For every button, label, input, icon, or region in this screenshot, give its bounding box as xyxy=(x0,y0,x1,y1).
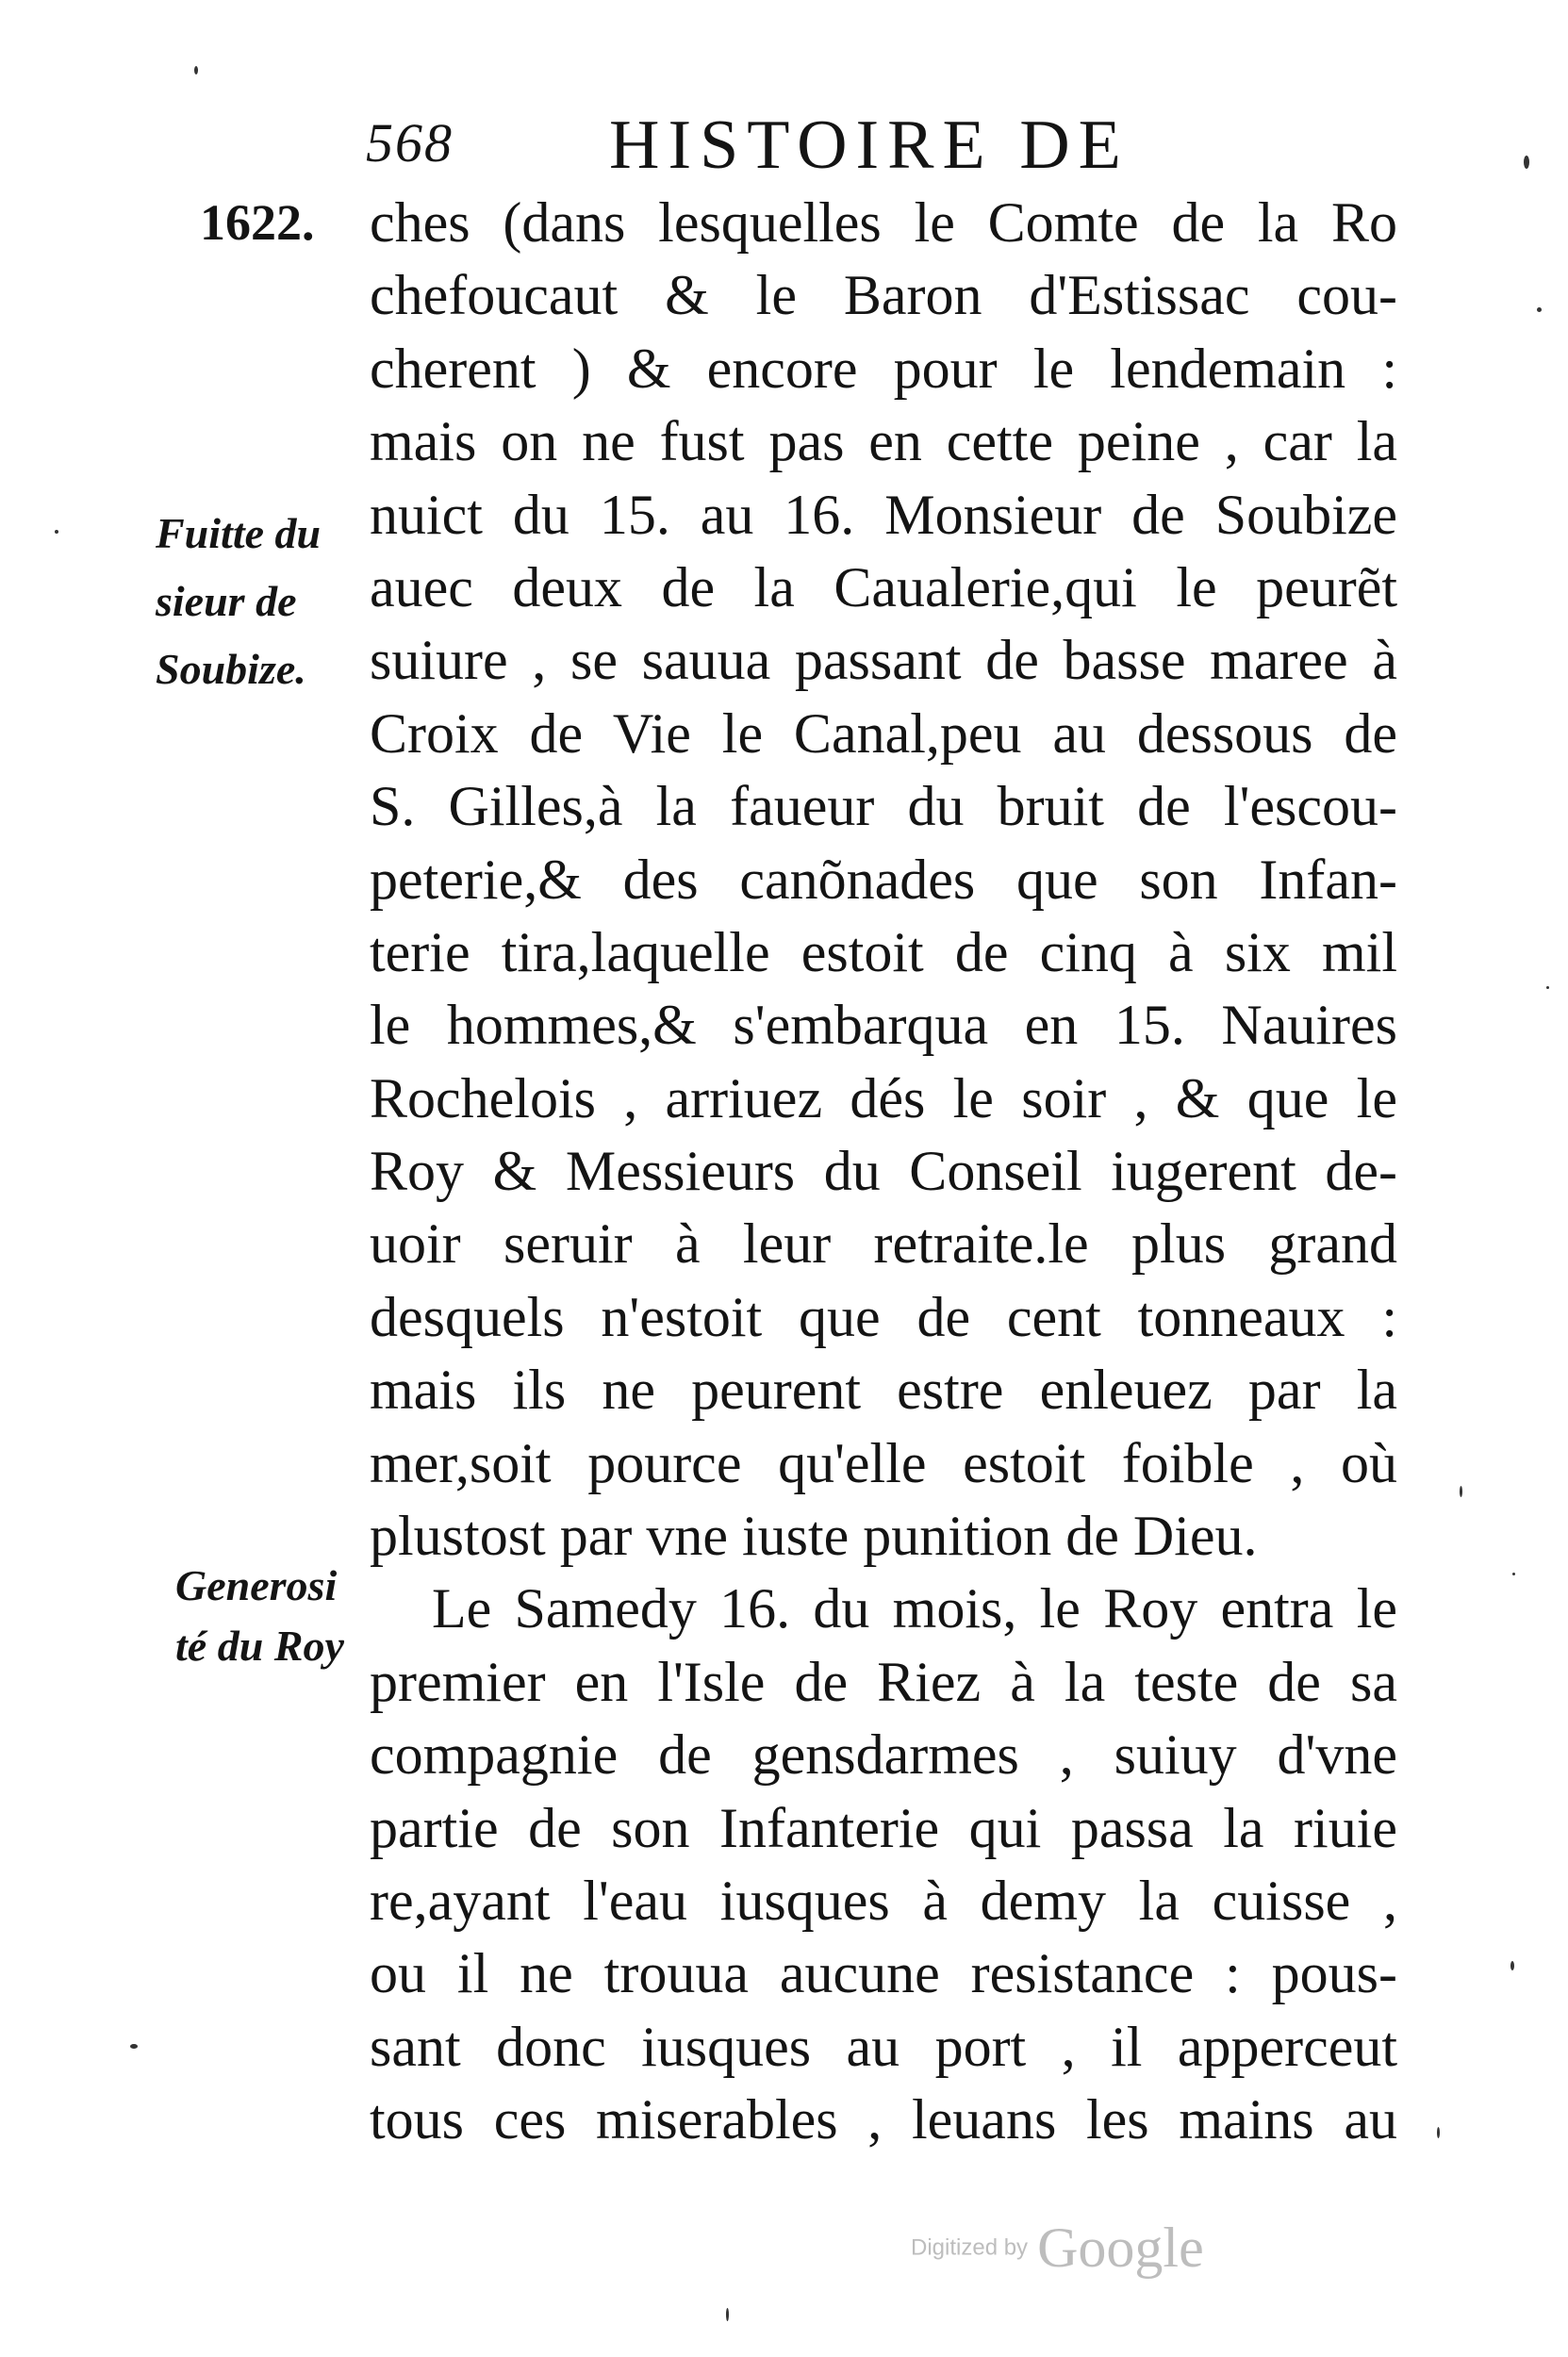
text-line: partie de son Infanterie qui passa la riuie xyxy=(370,1796,1397,1859)
text-line: S. Gilles,à la faueur du bruit de l'escou- xyxy=(370,775,1397,838)
watermark-prefix: Digitized by xyxy=(911,2234,1029,2261)
paragraph-start-line: Le Samedy 16. du mois, le Roy entra le xyxy=(432,1577,1397,1640)
scan-speck xyxy=(726,2308,729,2321)
google-logo: Google xyxy=(1037,2217,1204,2279)
digitized-by-watermark xyxy=(911,2216,1204,2281)
text-line: Roy & Messieurs du Conseil iugerent de- xyxy=(370,1140,1397,1203)
page-number: 568 xyxy=(366,112,454,173)
text-line: ou il ne trouua aucune resistance : pous- xyxy=(370,1942,1397,2005)
text-line: uoir seruir à leur retraite.le plus grand xyxy=(370,1212,1397,1276)
text-line: mais on ne fust pas en cette peine , car la xyxy=(370,410,1397,473)
body-text xyxy=(370,187,1397,2157)
margin-note-generosity: Generosi té du Roy xyxy=(175,1561,344,1670)
text-line: re,ayant l'eau iusques à demy la cuisse , xyxy=(370,1869,1397,1932)
text-line: Croix de Vie le Canal,peu au dessous de xyxy=(370,701,1397,765)
scan-speck xyxy=(1460,1486,1462,1497)
text-line: nuict du 15. au 16. Monsieur de Soubize xyxy=(370,483,1397,546)
text-line: cherent ) & encore pour le lendemain : xyxy=(370,337,1397,400)
scan-speck xyxy=(1524,156,1529,169)
scan-speck xyxy=(1512,1573,1515,1575)
text-line: tous ces miserables , leuans les mains au xyxy=(370,2088,1397,2151)
scan-speck xyxy=(1546,986,1549,989)
scan-speck xyxy=(55,530,58,534)
text-line: ches (dans lesquelles le Comte de la Ro xyxy=(370,191,1397,254)
text-line: peterie,& des canõnades que son Infan- xyxy=(370,848,1397,911)
text-line: mer,soit pource qu'elle estoit foible , où xyxy=(370,1431,1397,1494)
text-line: sant donc iusques au port , il apperceut xyxy=(370,2015,1397,2078)
scan-speck xyxy=(130,2044,138,2049)
margin-year: 1622. xyxy=(200,194,315,251)
text-line: terie tira,laquelle estoit de cinq à six mil xyxy=(370,920,1397,983)
text-line: Rochelois , arriuez dés le soir , & que le xyxy=(370,1066,1397,1129)
text-line: premier en l'Isle de Riez à la teste de sa xyxy=(370,1650,1397,1713)
text-line: plustost par vne iuste punition de Dieu. xyxy=(370,1505,1258,1568)
text-line: chefoucaut & le Baron d'Estissac cou- xyxy=(370,264,1397,327)
scan-speck xyxy=(1537,307,1542,312)
text-line: mais ils ne peurent estre enleuez par la xyxy=(370,1359,1397,1422)
scan-speck xyxy=(1510,1961,1514,1970)
scan-speck xyxy=(1437,2127,1440,2138)
running-head: HISTOIRE DE xyxy=(609,107,1130,184)
text-line: auec deux de la Caualerie,qui le peurẽt xyxy=(370,555,1397,618)
text-line: compagnie de gensdarmes , suiuy d'vne xyxy=(370,1723,1397,1787)
text-line: suiure , se sauua passant de basse maree à xyxy=(370,629,1397,692)
text-line: desquels n'estoit que de cent tonneaux : xyxy=(370,1285,1397,1348)
margin-note-flight: Fuitte du sieur de Soubize. xyxy=(156,509,322,693)
scan-speck xyxy=(194,66,198,74)
text-line: le hommes,& s'embarqua en 15. Nauires xyxy=(370,994,1397,1057)
